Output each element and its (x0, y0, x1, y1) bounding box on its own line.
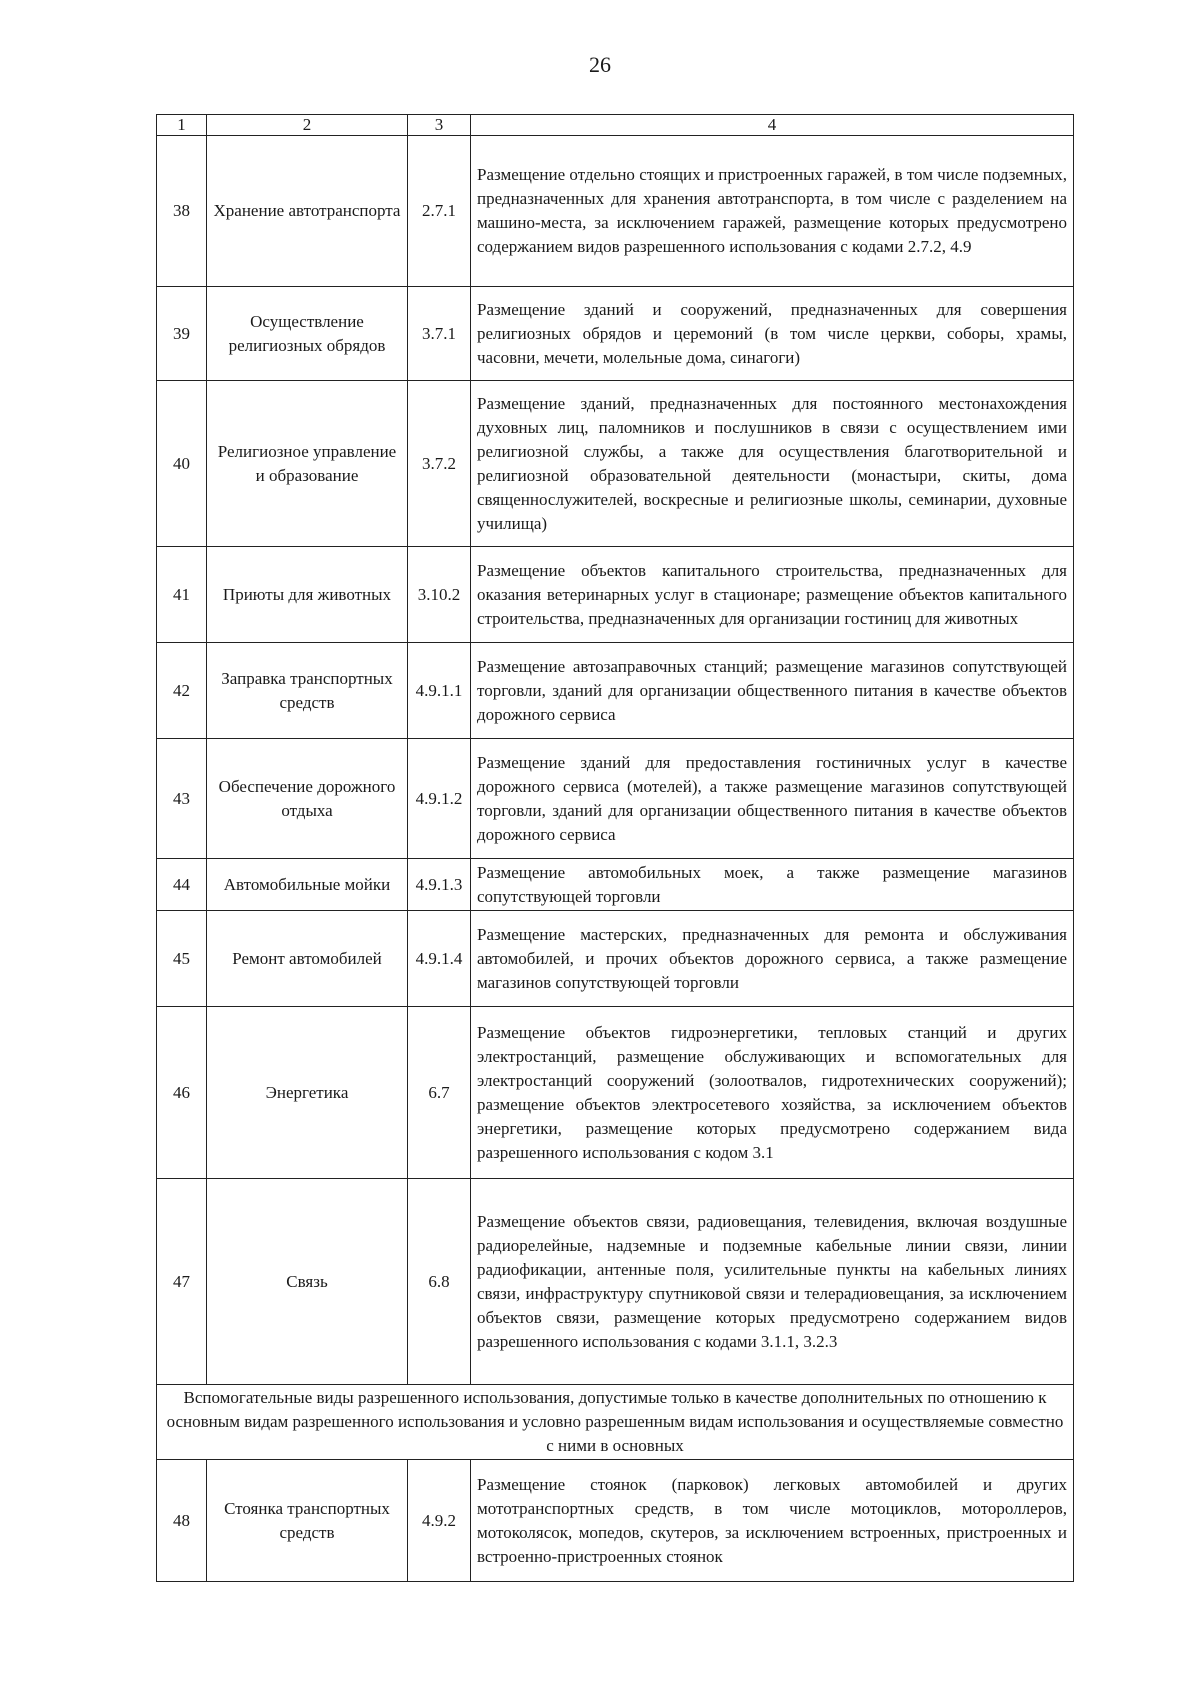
use-type-description: Размещение отдельно стоящих и пристроенных гаражей, в том числе подземных, предназначенных для хранения автотранспорта, в том числе с разделением на машино-места, за исключением гаражей, размещение которых предусмотрено содержанием видов разрешенного использования с кодами 2.7.2, 4.9 (471, 136, 1074, 287)
use-type-code: 3.7.1 (408, 287, 471, 381)
table-row (157, 859, 1074, 911)
row-number: 44 (157, 859, 207, 911)
section-heading: Вспомогательные виды разрешенного использования, допустимые только в качестве дополнительных по отношению к основным видам разрешенного использования и условно разрешенным видам использования и осуществляемые совместно с ними в основных (157, 1385, 1074, 1460)
row-number: 42 (157, 643, 207, 739)
use-type-description: Размещение зданий и сооружений, предназначенных для совершения религиозных обрядов и церемоний (в том числе церкви, соборы, храмы, часовни, мечети, молельные дома, синагоги) (471, 287, 1074, 381)
table-row (157, 136, 1074, 287)
table-row (157, 739, 1074, 859)
table-row (157, 1007, 1074, 1179)
page-number: 26 (589, 52, 611, 77)
table-row (157, 643, 1074, 739)
use-type-name: Заправка транспортных средств (207, 643, 408, 739)
use-type-name: Приюты для животных (207, 547, 408, 643)
use-type-name: Хранение автотранспорта (207, 136, 408, 287)
row-number: 48 (157, 1460, 207, 1582)
use-type-code: 6.8 (408, 1179, 471, 1385)
use-type-code: 3.7.2 (408, 381, 471, 547)
use-type-name: Энергетика (207, 1007, 408, 1179)
table-row (157, 1460, 1074, 1582)
use-type-name: Обеспечение дорожного отдыха (207, 739, 408, 859)
column-header: 3 (408, 115, 471, 136)
use-type-description: Размещение автозаправочных станций; размещение магазинов сопутствующей торговли, зданий для организации общественного питания в качестве объектов дорожного сервиса (471, 643, 1074, 739)
row-number: 47 (157, 1179, 207, 1385)
section-row (157, 1385, 1074, 1460)
column-header: 1 (157, 115, 207, 136)
use-type-description: Размещение мастерских, предназначенных для ремонта и обслуживания автомобилей, и прочих объектов дорожного сервиса, а также размещение магазинов сопутствующей торговли (471, 911, 1074, 1007)
row-number: 45 (157, 911, 207, 1007)
table-row (157, 547, 1074, 643)
use-type-code: 4.9.1.4 (408, 911, 471, 1007)
use-type-description: Размещение объектов гидроэнергетики, тепловых станций и других электростанций, размещение обслуживающих и вспомогательных для электростанций сооружений (золоотвалов, гидротехнических сооружений); размещение объектов электросетевого хозяйства, за исключением объектов энергетики, размещение которых предусмотрено содержанием вида разрешенного использования с кодом 3.1 (471, 1007, 1074, 1179)
use-type-description: Размещение объектов связи, радиовещания, телевидения, включая воздушные радиорелейные, надземные и подземные кабельные линии связи, линии радиофикации, антенные поля, усилительные пункты на кабельных линиях связи, инфраструктуру спутниковой связи и телерадиовещания, за исключением объектов связи, размещение которых предусмотрено содержанием видов разрешенного использования с кодами 3.1.1, 3.2.3 (471, 1179, 1074, 1385)
use-type-name: Ремонт автомобилей (207, 911, 408, 1007)
row-number: 43 (157, 739, 207, 859)
table-row (157, 1179, 1074, 1385)
land-use-table (156, 114, 1074, 1582)
use-type-description: Размещение зданий, предназначенных для постоянного местонахождения духовных лиц, паломников и послушников в связи с осуществлением ими религиозной службы, а также для осуществления благотворительной и религиозной образовательной деятельности (монастыри, скиты, дома священнослужителей, воскресные и религиозные школы, семинарии, духовные училища) (471, 381, 1074, 547)
use-type-name: Автомобильные мойки (207, 859, 408, 911)
use-type-code: 4.9.1.2 (408, 739, 471, 859)
column-header: 2 (207, 115, 408, 136)
use-type-description: Размещение зданий для предоставления гостиничных услуг в качестве дорожного сервиса (мотелей), а также размещение магазинов сопутствующей торговли, зданий для организации общественного питания в качестве объектов дорожного сервиса (471, 739, 1074, 859)
use-type-code: 4.9.2 (408, 1460, 471, 1582)
row-number: 38 (157, 136, 207, 287)
use-type-code: 3.10.2 (408, 547, 471, 643)
row-number: 39 (157, 287, 207, 381)
use-type-code: 4.9.1.3 (408, 859, 471, 911)
use-type-name: Стоянка транспортных средств (207, 1460, 408, 1582)
use-type-description: Размещение стоянок (парковок) легковых автомобилей и других мототранспортных средств, в том числе мотоциклов, мотороллеров, мотоколясок, мопедов, скутеров, за исключением встроенных, пристроенных и встроенно-пристроенных стоянок (471, 1460, 1074, 1582)
table-row (157, 911, 1074, 1007)
use-type-code: 4.9.1.1 (408, 643, 471, 739)
use-type-name: Религиозное управление и образование (207, 381, 408, 547)
use-type-description: Размещение объектов капитального строительства, предназначенных для оказания ветеринарных услуг в стационаре; размещение объектов капитального строительства, предназначенных для организации гостиниц для животных (471, 547, 1074, 643)
column-header: 4 (471, 115, 1074, 136)
row-number: 41 (157, 547, 207, 643)
table-row (157, 381, 1074, 547)
use-type-description: Размещение автомобильных моек, а также размещение магазинов сопутствующей торговли (471, 859, 1074, 911)
use-type-code: 2.7.1 (408, 136, 471, 287)
use-type-code: 6.7 (408, 1007, 471, 1179)
use-type-name: Осуществление религиозных обрядов (207, 287, 408, 381)
table-row (157, 287, 1074, 381)
use-type-name: Связь (207, 1179, 408, 1385)
header-row (157, 115, 1074, 136)
row-number: 40 (157, 381, 207, 547)
row-number: 46 (157, 1007, 207, 1179)
